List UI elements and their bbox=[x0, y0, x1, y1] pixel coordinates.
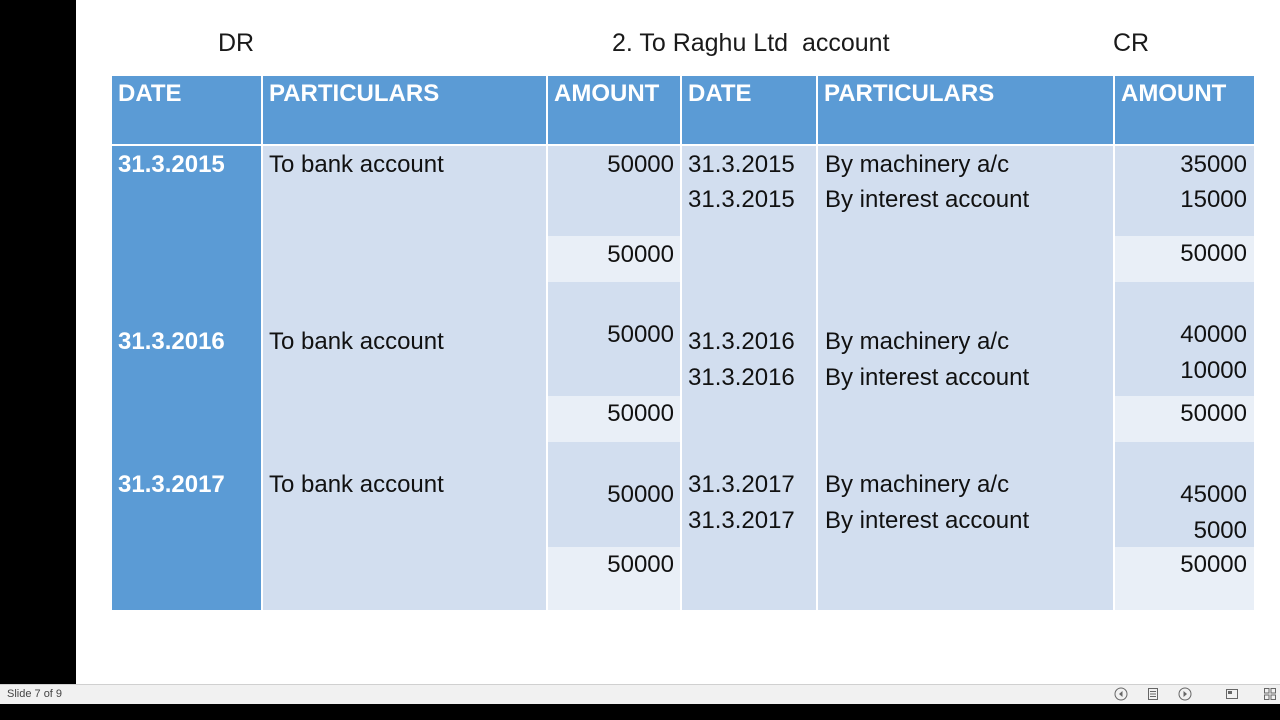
credit-total-2017: 50000 bbox=[1180, 551, 1247, 578]
header-credit-date: DATE bbox=[682, 76, 816, 144]
debit-amount-2017: 50000 bbox=[607, 481, 674, 508]
header-credit-particulars: PARTICULARS bbox=[818, 76, 1113, 144]
debit-date-column bbox=[112, 146, 261, 610]
status-bar bbox=[0, 684, 1280, 704]
slide-indicator: Slide 7 of 9 bbox=[7, 688, 63, 700]
header-debit-amount: AMOUNT bbox=[548, 76, 680, 144]
next-icon[interactable] bbox=[1178, 687, 1192, 701]
credit-date-2017-a: 31.3.2017 bbox=[688, 471, 795, 498]
credit-date-2016-b: 31.3.2016 bbox=[688, 364, 795, 391]
ledger-table bbox=[112, 76, 1254, 610]
dr-label: DR bbox=[218, 29, 255, 57]
credit-total-2016: 50000 bbox=[1180, 400, 1247, 427]
debit-particulars-column bbox=[263, 146, 546, 610]
debit-amount-column bbox=[548, 146, 680, 610]
notes-icon[interactable] bbox=[1146, 687, 1160, 701]
header-debit-date: DATE bbox=[112, 76, 261, 144]
debit-particulars-2016: To bank account bbox=[269, 328, 444, 355]
credit-particulars-2015-b: By interest account bbox=[825, 186, 1030, 213]
previous-icon[interactable] bbox=[1114, 687, 1128, 701]
credit-date-2015-b: 31.3.2015 bbox=[688, 186, 795, 213]
debit-date-2016: 31.3.2016 bbox=[118, 328, 225, 355]
credit-amount-2016-b: 10000 bbox=[1180, 357, 1247, 384]
slide-sorter-icon[interactable] bbox=[1263, 687, 1277, 701]
header-credit-amount: AMOUNT bbox=[1115, 76, 1254, 144]
credit-particulars-2017-b: By interest account bbox=[825, 507, 1030, 534]
credit-date-2017-b: 31.3.2017 bbox=[688, 507, 795, 534]
slide-title: 2. To Raghu Ltd account bbox=[612, 29, 890, 57]
credit-total-2015: 50000 bbox=[1180, 240, 1247, 267]
debit-date-2017: 31.3.2017 bbox=[118, 471, 225, 498]
debit-particulars-2015: To bank account bbox=[269, 151, 444, 178]
debit-total-2015: 50000 bbox=[607, 241, 674, 268]
debit-date-2015: 31.3.2015 bbox=[118, 151, 225, 178]
debit-amount-2015: 50000 bbox=[607, 151, 674, 178]
slide bbox=[76, 0, 1280, 684]
credit-particulars-2017-a: By machinery a/c bbox=[825, 471, 1010, 498]
bottom-border bbox=[0, 704, 1280, 720]
credit-amount-2017-b: 5000 bbox=[1193, 517, 1247, 544]
credit-amount-2015-b: 15000 bbox=[1180, 186, 1247, 213]
debit-total-2017: 50000 bbox=[607, 551, 674, 578]
credit-particulars-2015-a: By machinery a/c bbox=[825, 151, 1010, 178]
credit-amount-2016-a: 40000 bbox=[1180, 321, 1247, 348]
debit-amount-2016: 50000 bbox=[607, 321, 674, 348]
debit-particulars-2017: To bank account bbox=[269, 471, 444, 498]
cr-label: CR bbox=[1113, 29, 1150, 57]
credit-date-2015-a: 31.3.2015 bbox=[688, 151, 795, 178]
credit-date-2016-a: 31.3.2016 bbox=[688, 328, 795, 355]
normal-view-icon[interactable] bbox=[1225, 687, 1239, 701]
credit-amount-2017-a: 45000 bbox=[1180, 481, 1247, 508]
debit-total-2016: 50000 bbox=[607, 400, 674, 427]
credit-particulars-2016-b: By interest account bbox=[825, 364, 1030, 391]
credit-particulars-2016-a: By machinery a/c bbox=[825, 328, 1010, 355]
header-debit-particulars: PARTICULARS bbox=[263, 76, 546, 144]
credit-amount-2015-a: 35000 bbox=[1180, 151, 1247, 178]
